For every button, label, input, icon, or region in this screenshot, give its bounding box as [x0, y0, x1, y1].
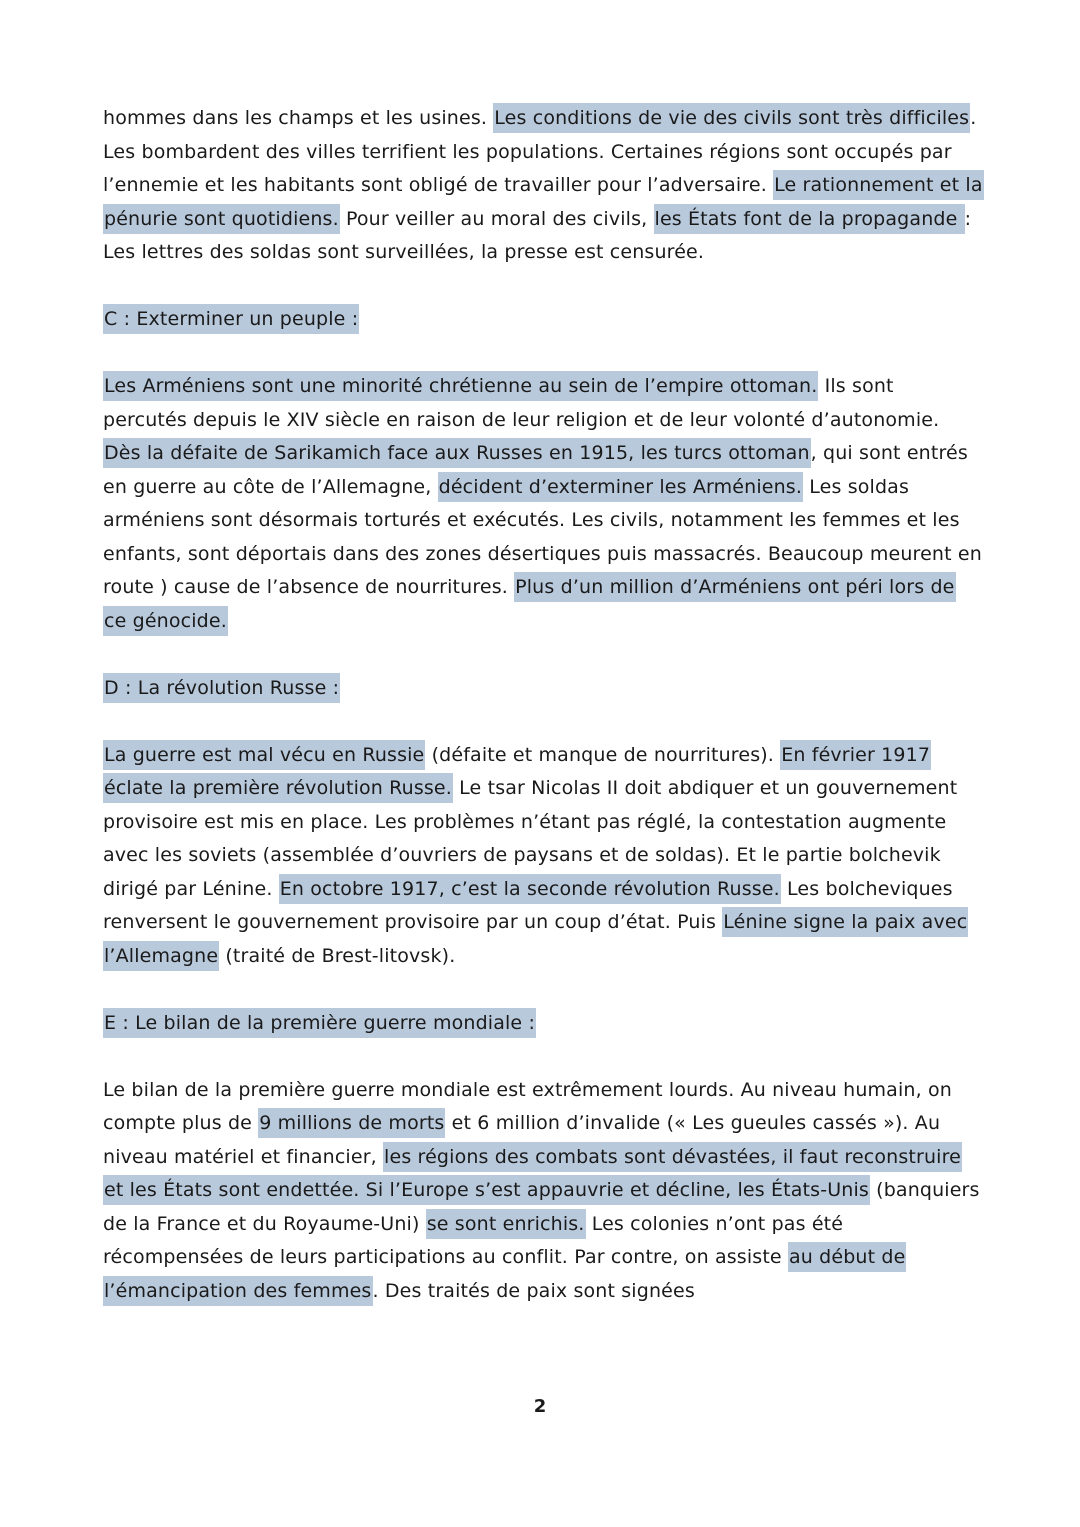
highlighted-text: Le rationnement et la pénurie sont quotidiens.: [103, 170, 984, 234]
paragraph-war-assessment: [103, 1074, 983, 1309]
heading-text: C : Exterminer un peuple :: [103, 304, 359, 334]
highlighted-text: La guerre est mal vécu en Russie: [103, 740, 425, 770]
highlighted-text: Dès la défaite de Sarikamich face aux Russes en 1915, les turcs ottoman: [103, 438, 811, 468]
text-span: hommes dans les champs et les usines.: [103, 107, 494, 129]
text-span: Pour veiller au moral des civils,: [339, 207, 654, 230]
paragraph-russian-revolution: [103, 739, 983, 974]
highlighted-text: au début de l’émancipation des femmes: [103, 1242, 906, 1306]
text-span: Les soldas arméniens sont désormais torturés et exécutés. Les civils, notamment les femmes et les enfants, sont déportais dans des zones désertiques puis massacrés. Beaucoup meurent en route ) cause de l’absence de nourritures.: [103, 475, 982, 598]
text-span: Le tsar Nicolas II doit abdiquer et un gouvernement provisoire est mis en place. Les problèmes n’étant pas réglé, la contestation augmente avec les soviets (assemblée d’ouvriers de paysans et de soldas). Et le partie bolchevik dirigé par Lénine.: [103, 777, 958, 900]
paragraph-civilians: [103, 102, 983, 270]
text-span: , qui sont entrés en guerre au côte de l’Allemagne,: [103, 442, 968, 498]
text-span: Le bilan de la première guerre mondiale est extrêmement lourds. Au niveau humain, on compte plus de: [103, 1078, 952, 1134]
heading-text: D : La révolution Russe :: [103, 673, 340, 703]
text-span: Les colonies n’ont pas été récompensées de leurs participations au conflit. Par contre, on assiste: [103, 1212, 844, 1268]
highlighted-text: Lénine signe la paix avec l’Allemagne: [103, 907, 968, 971]
text-span: Ils sont percutés depuis le XIV siècle en raison de leur religion et de leur volonté d’autonomie.: [103, 375, 940, 431]
highlighted-text: En février 1917 éclate la première révolution Russe.: [103, 740, 931, 804]
highlighted-text: En octobre 1917, c’est la seconde révolution Russe.: [279, 874, 781, 904]
highlighted-text: Plus d’un million d’Arméniens ont péri lors de ce génocide.: [103, 572, 956, 636]
highlighted-text: Les conditions de vie des civils sont très difficiles: [493, 103, 970, 133]
page-number: 2: [533, 1396, 547, 1417]
text-span: : Les lettres des soldas sont surveillées, la presse est censurée.: [103, 207, 972, 263]
paragraph-armenians: [103, 370, 983, 638]
highlighted-text: les États font de la propagande: [654, 204, 965, 234]
heading-text: E : Le bilan de la première guerre mondiale :: [103, 1008, 536, 1038]
section-heading-d: [103, 672, 983, 706]
text-span: (défaite et manque de nourritures).: [425, 743, 781, 766]
text-span: et 6 million d’invalide (« Les gueules cassés »). Au niveau matériel et financier,: [103, 1112, 941, 1168]
highlighted-text: Les Arméniens sont une minorité chrétienne au sein de l’empire ottoman.: [103, 371, 818, 401]
section-heading-c: [103, 303, 983, 337]
highlighted-text: 9 millions de morts: [258, 1108, 445, 1138]
text-span: (banquiers de la France et du Royaume-Uni): [103, 1179, 980, 1235]
text-span: (traité de Brest-litovsk).: [219, 944, 456, 967]
document-body: [103, 102, 983, 1342]
highlighted-text: se sont enrichis.: [426, 1209, 586, 1239]
text-span: . Les bombardent des villes terrifient les populations. Certaines régions sont occupés par l’ennemie et les habitants sont obligé de travailler pour l’adversaire.: [103, 107, 977, 196]
text-span: . Des traités de paix sont signées: [372, 1279, 695, 1302]
highlighted-text: décident d’exterminer les Arméniens.: [438, 472, 803, 502]
text-span: Les bolcheviques renversent le gouvernement provisoire par un coup d’état. Puis: [103, 877, 953, 933]
highlighted-text: les régions des combats sont dévastées, il faut reconstruire et les États sont endettée. Si l’Europe s’est appauvrie et décline, les États-Unis: [103, 1142, 962, 1206]
section-heading-e: [103, 1007, 983, 1041]
